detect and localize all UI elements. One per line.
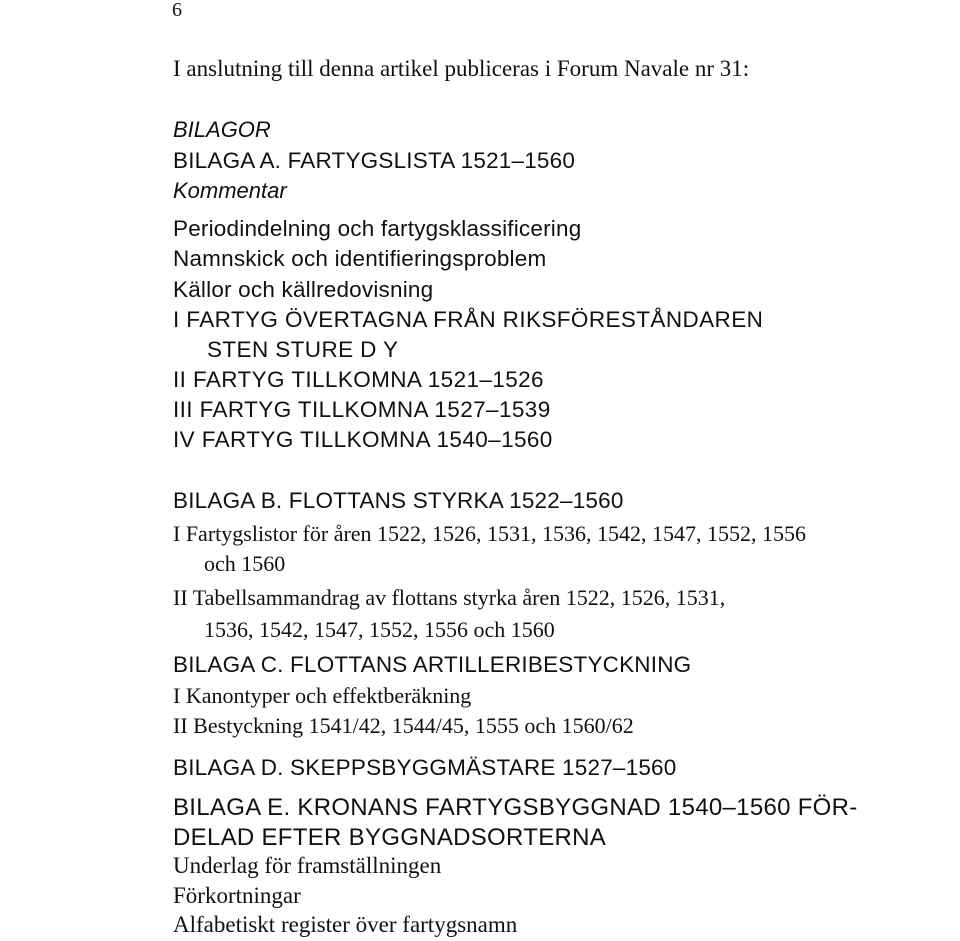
bilaga-c-item: I Kanontyper och effektberäkning — [173, 683, 472, 708]
bilaga-a-section: I FARTYG ÖVERTAGNA FRÅN RIKSFÖRESTÅNDAREN — [173, 307, 764, 332]
bilaga-a-section: STEN STURE D Y — [207, 337, 399, 362]
bilaga-d-title: BILAGA D. SKEPPSBYGGMÄSTARE 1527–1560 — [173, 755, 677, 780]
intro-text: I anslutning till denna artikel publiceras i Forum Navale nr 31: — [173, 56, 750, 81]
bilagor-heading: BILAGOR — [173, 117, 271, 142]
bilaga-e-title-cont: DELAD EFTER BYGGNADSORTERNA — [173, 824, 607, 851]
bilaga-b-item: II Tabellsammandrag av flottans styrka åren 1522, 1526, 1531, — [173, 585, 726, 610]
bilaga-e-title: BILAGA E. KRONANS FARTYGSBYGGNAD 1540–1560 FÖR- — [173, 794, 858, 821]
bilaga-a-item: Namnskick och identifieringsproblem — [173, 246, 547, 271]
bilaga-a-section: II FARTYG TILLKOMNA 1521–1526 — [173, 367, 544, 392]
page-number: 6 — [172, 0, 182, 21]
bilaga-a-item: Källor och källredovisning — [173, 277, 434, 302]
bilaga-e-item: Alfabetiskt register över fartygsnamn — [173, 912, 518, 937]
bilaga-b-item: 1536, 1542, 1547, 1552, 1556 och 1560 — [204, 617, 555, 642]
bilaga-a-kommentar: Kommentar — [173, 178, 287, 203]
bilaga-b-item: I Fartygslistor för åren 1522, 1526, 1531, 1536, 1542, 1547, 1552, 1556 — [173, 521, 807, 546]
bilaga-e-item: Förkortningar — [173, 883, 301, 908]
bilaga-a-section: IV FARTYG TILLKOMNA 1540–1560 — [173, 427, 553, 452]
bilaga-c-title: BILAGA C. FLOTTANS ARTILLERIBESTYCKNING — [173, 652, 692, 677]
bilaga-a-item: Periodindelning och fartygsklassificering — [173, 216, 582, 241]
bilaga-b-item: och 1560 — [204, 551, 286, 576]
bilaga-c-item: II Bestyckning 1541/42, 1544/45, 1555 och 1560/62 — [173, 713, 634, 738]
bilaga-e-item: Underlag för framställningen — [173, 853, 442, 878]
bilaga-b-title: BILAGA B. FLOTTANS STYRKA 1522–1560 — [173, 488, 624, 513]
bilaga-a-section: III FARTYG TILLKOMNA 1527–1539 — [173, 397, 551, 422]
bilaga-a-title: BILAGA A. FARTYGSLISTA 1521–1560 — [173, 148, 576, 173]
